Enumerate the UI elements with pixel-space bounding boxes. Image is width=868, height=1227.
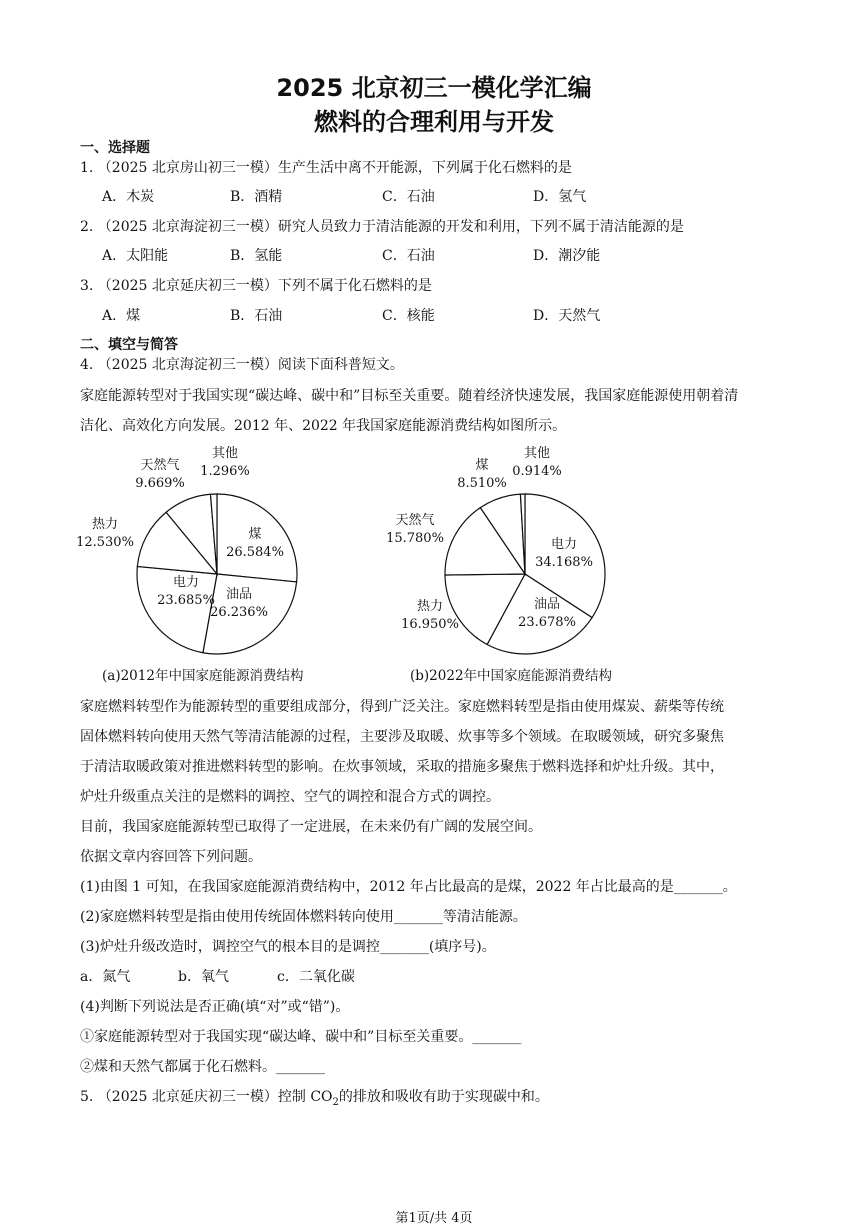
sub-question-4: (4)判断下列说法是否正确(填“对”或“错”)。 [80,999,350,1015]
question-3-stem: 3. （2025 北京延庆初三一模）下列不属于化石燃料的是 [80,278,432,294]
question-5-prefix: 5. （2025 北京延庆初三一模）控制 CO [80,1089,333,1105]
paragraph-1-line-2: 洁化、高效化方向发展。2012 年、2022 年我国家庭能源消费结构如图所示。 [80,418,567,434]
paragraph-3: 目前，我国家庭能源转型已取得了一定进展，在未来仍有广阔的发展空间。 [80,819,542,835]
sub-question-4-item-2: ②煤和天然气都属于化石燃料。_______ [80,1059,325,1075]
page-number: 第1页/共 4页 [395,1211,473,1226]
pie-category-label-1: 油品 [225,587,253,602]
pie-chart-2012 [0,435,430,665]
pie-category-label-4: 天然气 [140,458,180,473]
chart-caption-2022: (b)2022年中国家庭能源消费结构 [410,668,613,684]
pie-value-label-5: 1.296% [200,464,250,479]
pie-value-label-4: 8.510% [457,476,507,491]
paragraph-4: 依据文章内容回答下列问题。 [80,849,262,865]
pie-chart-2022 [386,435,868,665]
pie-value-label-0: 26.584% [226,545,284,560]
pie-category-label-5: 其他 [211,446,239,461]
sub-question-2: (2)家庭燃料转型是指由使用传统固体燃料转向使用_______等清洁能源。 [80,909,527,925]
paragraph-2-line-3: 于清洁取暖政策对推进燃料转型的影响。在炊事领域，采取的措施多聚焦于燃料选择和炉灶升级。其中， [80,759,724,775]
sub-question-1: (1)由图 1 可知，在我国家庭能源消费结构中，2012 年占比最高的是煤，2022 年占比最高的是_______。 [80,879,737,895]
question-2-option-a: A．太阳能 [102,248,169,264]
sub-question-3-option-c: c．二氧化碳 [277,969,355,985]
paragraph-2-line-1: 家庭燃料转型作为能源转型的重要组成部分，得到广泛关注。家庭燃料转型是指由使用煤炭、薪柴等传统 [80,699,724,715]
question-2-option-c: C．石油 [382,248,435,264]
chart-caption-2012: (a)2012年中国家庭能源消费结构 [102,668,304,684]
page-title: 2025 北京初三一模化学汇编 [276,74,592,102]
sub-question-4-item-1: ①家庭能源转型对于我国实现“碳达峰、碳中和”目标至关重要。_______ [80,1029,522,1045]
pie-value-label-3: 15.780% [386,531,444,546]
question-5-suffix: 的排放和吸收有助于实现碳中和。 [338,1089,549,1105]
sub-question-3: (3)炉灶升级改造时，调控空气的根本目的是调控_______(填序号)。 [80,939,496,955]
question-2-option-d: D．潮汐能 [533,248,601,264]
pie-value-label-2: 23.685% [157,593,215,608]
pie-value-label-2: 16.950% [401,617,459,632]
pie-category-label-1: 油品 [533,597,561,612]
page-subtitle: 燃料的合理利用与开发 [314,108,554,136]
question-1-stem: 1. （2025 北京房山初三一模）生产生活中离不开能源，下列属于化石燃料的是 [80,160,572,176]
sub-question-3-option-b: b．氧气 [178,969,229,985]
question-1-option-a: A．木炭 [102,189,155,205]
paragraph-2-line-4: 炉灶升级重点关注的是燃料的调控、空气的调控和混合方式的调控。 [80,789,500,805]
question-3-option-a: A．煤 [102,308,141,324]
question-5-subscript: 2 [332,1096,339,1108]
pie-value-label-4: 9.669% [135,476,185,491]
pie-category-label-0: 电力 [550,537,578,552]
question-4-stem: 4. （2025 北京海淀初三一模）阅读下面科普短文。 [80,357,404,373]
question-3-option-d: D．天然气 [533,308,601,324]
pie-value-label-3: 12.530% [76,535,134,550]
pie-value-label-0: 34.168% [535,555,593,570]
pie-category-label-2: 热力 [416,599,444,614]
question-2-stem: 2. （2025 北京海淀初三一模）研究人员致力于清洁能源的开发和利用，下列不属于清洁能源的是 [80,219,684,235]
pie-value-label-1: 23.678% [518,615,576,630]
section-heading-choice: 一、选择题 [80,140,150,156]
question-5-stem [80,1086,549,1108]
question-2-option-b: B．氢能 [230,248,283,264]
pie-category-label-5: 其他 [523,446,551,461]
pie-category-label-0: 煤 [248,527,262,542]
pie-value-label-1: 26.236% [210,605,268,620]
pie-value-label-5: 0.914% [512,464,562,479]
pie-category-label-3: 天然气 [395,513,435,528]
paragraph-2-line-2: 固体燃料转向使用天然气等清洁能源的过程，主要涉及取暖、炊事等多个领域。在取暖领域，研究多聚焦 [80,729,724,745]
pie-category-label-2: 电力 [172,575,200,590]
paragraph-1-line-1: 家庭能源转型对于我国实现“碳达峰、碳中和”目标至关重要。随着经济快速发展，我国家庭能源使用朝着清 [80,388,739,404]
question-3-option-c: C．核能 [382,308,435,324]
question-1-option-b: B．酒精 [230,189,283,205]
sub-question-3-option-a: a．氮气 [80,969,131,985]
pie-category-label-3: 热力 [91,517,119,532]
question-1-option-d: D．氢气 [533,189,587,205]
section-heading-fill: 二、填空与简答 [80,337,178,353]
question-1-option-c: C．石油 [382,189,435,205]
pie-category-label-4: 煤 [475,458,489,473]
question-3-option-b: B．石油 [230,308,283,324]
